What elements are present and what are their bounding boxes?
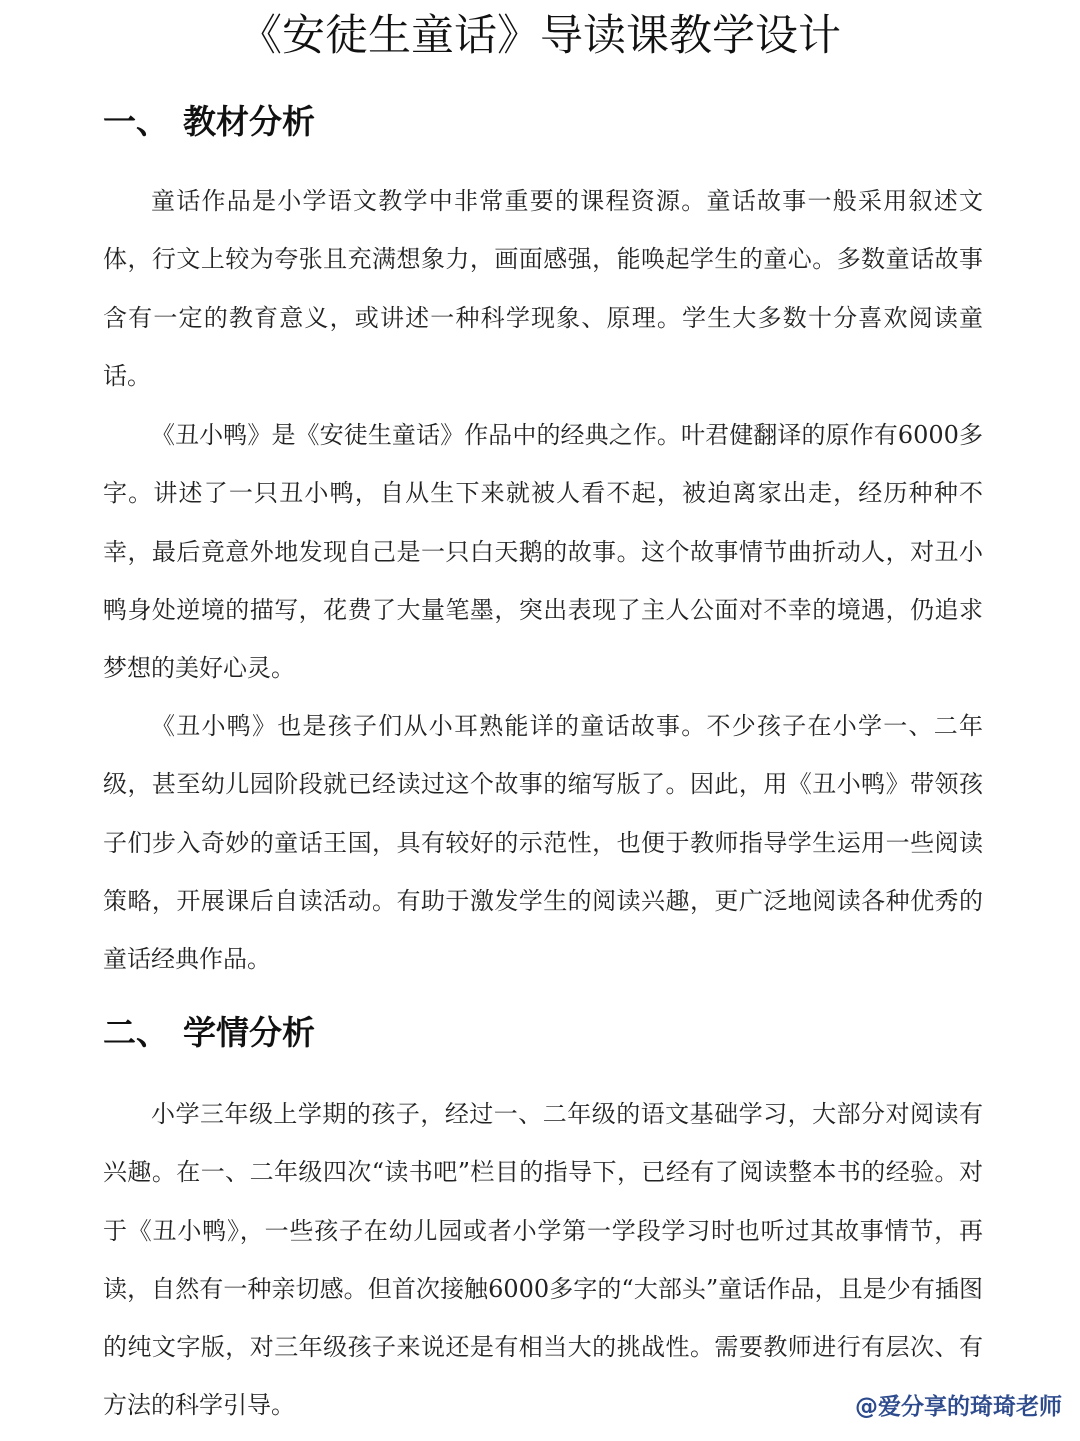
paragraph-ugly-duckling-familiar: 《丑小鸭》也是孩子们从小耳熟能详的童话故事。不少孩子在小学一、二年级，甚至幼儿园阶段就已经读过这个故事的缩写版了。因此，用《丑小鸭》带领孩子们步入奇妙的童话王国，具有较好的示范性，也便于教师指导学生运用一些阅读策略，开展课后自读活动。有助于激发学生的阅读兴趣，更广泛地阅读各种优秀的童话经典作品。	[103, 712, 983, 974]
section-number: 一、	[103, 102, 169, 141]
section-heading-student-analysis	[103, 1011, 315, 1055]
section-heading-text: 教材分析	[183, 102, 315, 141]
section-heading-textbook-analysis	[103, 100, 315, 144]
paragraph-student-situation: 小学三年级上学期的孩子，经过一、二年级的语文基础学习，大部分对阅读有兴趣。在一、二年级四次“读书吧”栏目的指导下，已经有了阅读整本书的经验。对于《丑小鸭》，一些孩子在幼儿园或者小学第一学段学习时也听过其故事情节，再读，自然有一种亲切感。但首次接触6000多字的“大部头”童话作品，且是少有插图的纯文字版，对三年级孩子来说还是有相当大的挑战性。需要教师进行有层次、有方法的科学引导。	[103, 1100, 983, 1420]
author-watermark: @爱分享的琦琦老师	[855, 1394, 1062, 1420]
paragraph-ugly-duckling-classic: 《丑小鸭》是《安徒生童话》作品中的经典之作。叶君健翻译的原作有6000多字。讲述了一只丑小鸭，自从生下来就被人看不起，被迫离家出走，经历种种不幸，最后竟意外地发现自己是一只白天鹅的故事。这个故事情节曲折动人，对丑小鸭身处逆境的描写，花费了大量笔墨，突出表现了主人公面对不幸的境遇，仍追求梦想的美好心灵。	[103, 421, 983, 683]
paragraph-fairy-tale-resources: 童话作品是小学语文教学中非常重要的课程资源。童话故事一般采用叙述文体，行文上较为夸张且充满想象力，画面感强，能唤起学生的童心。多数童话故事含有一定的教育意义，或讲述一种科学现象、原理。学生大多数十分喜欢阅读童话。	[103, 187, 983, 390]
section-heading-text: 学情分析	[183, 1013, 315, 1052]
section-number: 二、	[103, 1013, 169, 1052]
page-title: 《安徒生童话》导读课教学设计	[239, 11, 841, 61]
